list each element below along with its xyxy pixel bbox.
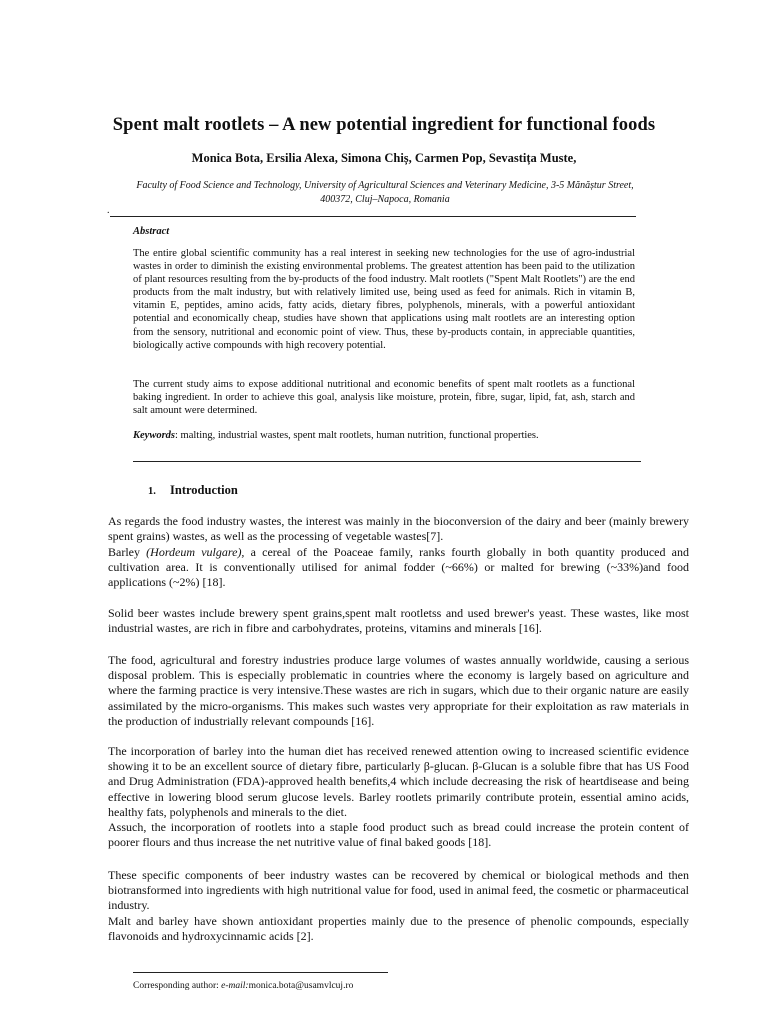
stray-mark: . <box>107 205 110 216</box>
footnote <box>133 981 353 991</box>
keywords-line <box>133 430 635 441</box>
footnote-label: Corresponding author: <box>133 981 222 991</box>
footnote-email-label: e-mail: <box>221 981 249 991</box>
p2-start: Barley <box>108 545 147 559</box>
intro-paragraph-3: Solid beer wastes include brewery spent grains,spent malt rootletss and used brewer's yeast. These wastes, like most industrial wastes, are rich in fibre and carbohydrates, proteins, vitamins and minerals [16]. <box>108 606 689 636</box>
intro-paragraph-5: The incorporation of barley into the human diet has received renewed attention owing to increased scientific evidence showing it to be an excellent source of dietary fibre, particularly β-glucan. β-Glucan is a soluble fibre that has US Food and Drug Administration (FDA)-approved health benefits,4 which include decreasing the risk of heartdisease and being effective in lowering blood serum glucose levels. Barley rootlets primarily contribute protein, essential amino acids, healthy fats, polyphenols and minerals to the diet. <box>108 744 689 819</box>
p2-latin-name: (Hordeum vulgare), <box>146 545 245 559</box>
keywords-label: Keywords <box>133 430 175 441</box>
section-heading-introduction <box>148 483 238 498</box>
intro-paragraph-4: The food, agricultural and forestry industries produce large volumes of wastes annually worldwide, causing a serious disposal problem. This is especially problematic in countries where the economy is largely based on agriculture and where the farming practice is very intensive.These wastes are rich in sugars, which due to their organic nature are easily assimilated by the micro-organisms. This makes such wastes very appropriate for their exploitation as raw materials in the production of industrially relevant compounds [16]. <box>108 653 689 728</box>
intro-paragraph-7: These specific components of beer industry wastes can be recovered by chemical or biological methods and then biotransformed into ingredients with high nutritional value for food, used in animal feed, the cosmetic or pharmaceutical industry. <box>108 868 689 913</box>
abstract-heading: Abstract <box>133 226 170 237</box>
footnote-divider <box>133 972 388 973</box>
abstract-paragraph-1: The entire global scientific community has a real interest in seeking new technologies for the use of agro-industrial wastes in order to diminish the existing environmental problems. The greatest attention has been paid to the utilization of plant resources resulting from the by-products of the food industry. Malt rootlets ("Spent Malt Rootlets") are the end products from the malt industry, but with relatively limited use, being used as feed for animals. Rich in vitamin B, vitamin E, peptides, amino acids, fatty acids, dietary fibres, polyphenols, minerals, with a powerful antioxidant potential and economically cheap, studies have shown that applications using malt rootlets are an interesting option from the sensory, nutritional and economic point of view. Thus, these by-products contain, in appreciable quantities, biologically active compounds with high recovery potential. <box>133 248 635 351</box>
keywords-text: : malting, industrial wastes, spent malt rootlets, human nutrition, functional properties. <box>175 430 539 441</box>
paper-title: Spent malt rootlets – A new potential ingredient for functional foods <box>112 115 656 135</box>
header-divider <box>110 216 636 217</box>
footnote-email[interactable]: monica.bota@usamvlcuj.ro <box>248 981 354 991</box>
affiliation: Faculty of Food Science and Technology, University of Agricultural Sciences and Veterinary Medicine, 3-5 Mănăștur Street, 400372, Cluj–Napoca, Romania <box>136 180 634 205</box>
abstract-divider <box>133 461 641 462</box>
abstract-paragraph-2: The current study aims to expose additional nutritional and economic benefits of spent malt rootlets as a functional baking ingredient. In order to achieve this goal, analysis like moisture, protein, fibre, sugar, lipid, fat, ash, starch and salt amount were determined. <box>133 379 635 417</box>
intro-paragraph-8: Malt and barley have shown antioxidant properties mainly due to the presence of phenolic compounds, especially flavonoids and hydroxycinnamic acids [2]. <box>108 914 689 944</box>
section-title: Introduction <box>170 483 238 497</box>
intro-paragraph-6: Assuch, the incorporation of rootlets into a staple food product such as bread could increase the protein content of poorer flours and thus increase the net nutritive value of final baked goods [18]. <box>108 820 689 850</box>
author-list: Monica Bota, Ersilia Alexa, Simona Chiș, Carmen Pop, Sevastița Muste, <box>191 151 577 165</box>
p2-rest: a cereal of the Poaceae family, ranks fourth globally in both quantity produced and cultivation area. It is conventionally utilised for animal fodder (~66%) or malted for brewing (~33%)and food applications (~2%) [18]. <box>108 545 689 590</box>
intro-paragraph-1: As regards the food industry wastes, the interest was mainly in the bioconversion of the dairy and beer (mainly brewery spent grains) wastes, as well as the processing of vegetable wastes[7]. <box>108 514 689 544</box>
section-number: 1. <box>148 486 156 497</box>
intro-paragraph-2 <box>108 545 689 591</box>
